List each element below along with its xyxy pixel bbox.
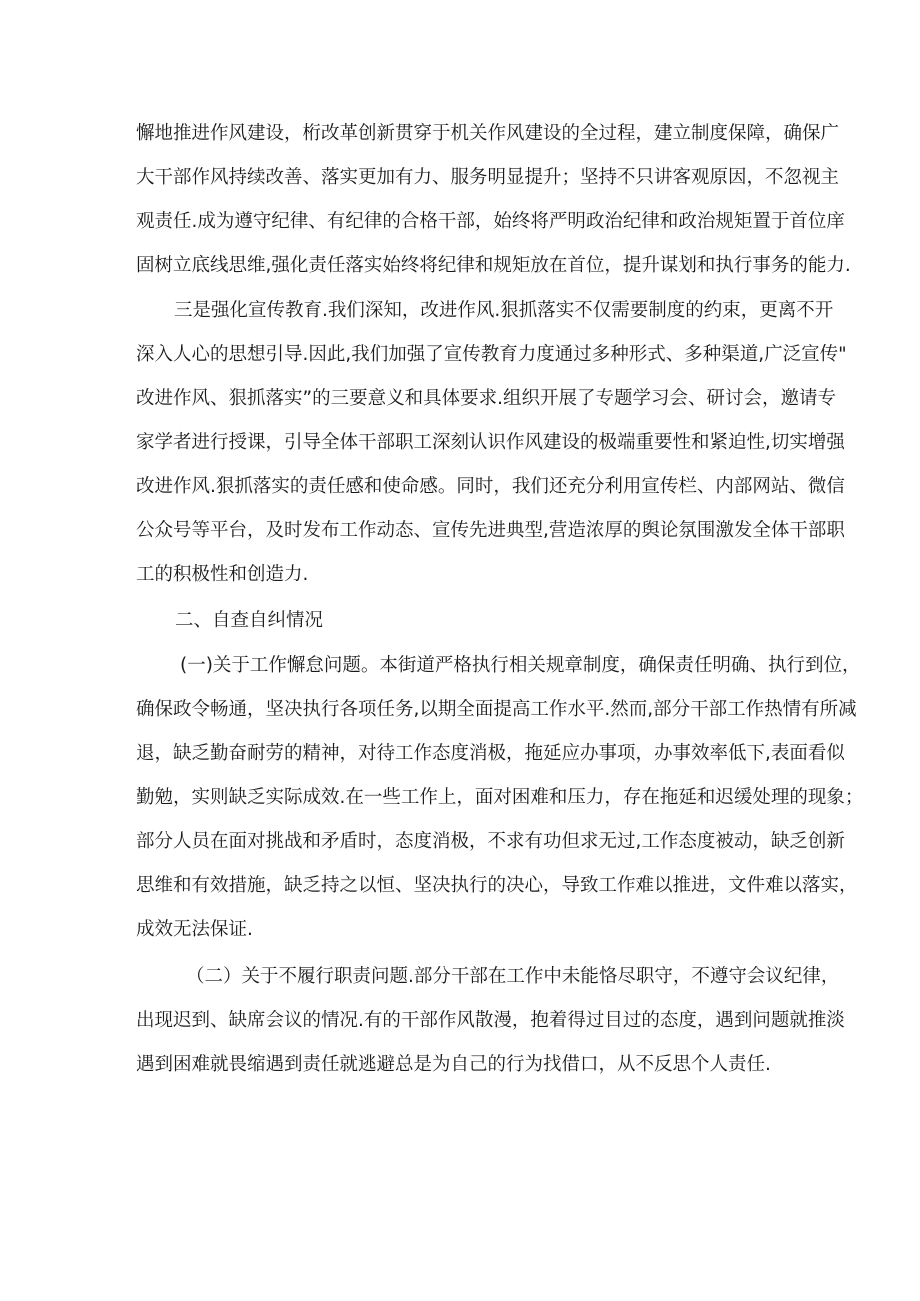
text-line: 大干部作风持续改善、落实更加有力、服务明显提升；坚持不只讲客观原因，不忽视主 [136,167,840,188]
text-line: 思维和有效措施，缺乏持之以恒、坚决执行的决心，导致工作难以推进，文件难以落实， [136,875,858,896]
text-line: 工的积极性和创造力. [136,564,309,585]
text-line: 改进作风.狠抓落实的责任感和使命感。同时，我们还充分利用宣传栏、内部网站、微信 [136,476,845,497]
text-line: 观责任.成为遵守纪律、有纪律的合格干部，始终将严明政治纪律和政治规矩置于首位庠 [136,211,845,232]
text-line: 确保政令畅通，坚决执行各项任务,以期全面提高工作水平.然而,部分干部工作热情有所减 [136,699,857,720]
text-line: 出现迟到、缺席会议的情况.有的干部作风散漫，抱着得过目过的态度，遇到问题就推淡 [136,1010,845,1031]
text-line: 懈地推进作风建设，桁改革创新贯穿于机关作风建设的全过程，建立制度保障，确保广 [136,123,840,144]
text-line: （二）关于不履行职责问题.部分干部在工作中未能恪尽职守，不遵守会议纪律， [186,966,840,987]
text-line: (一)关于工作懈怠问题。本街道严格执行相关规章制度，确保责任明确、执行到位， [180,655,861,676]
text-line: 改进作风、狠抓落实”的三要意义和具体要求.组织开展了专题学习会、研讨会，邀请专 [136,388,836,409]
text-line: 家学者进行授课，引导全体干部职工深刻认识作风建设的极端重要性和紧迫性,切实增强 [136,432,845,453]
text-line: 三是强化宣传教育.我们深知，改进作风.狠抓落实不仅需要制度的约束，更离不开 [174,300,834,321]
text-line: 深入人心的思想引导.因此,我们加强了宣传教育力度通过多种形式、多种渠道,广泛宣传" [136,344,847,365]
text-line: 成效无法保证. [136,919,253,940]
text-line: 勤勉，实则缺乏实际成效.在一些工作上，面对困难和压力，存在拖延和迟缓处理的现象； [136,787,864,808]
text-line: 固树立底线思维,强化责任落实始终将纪律和规矩放在首位，提升谋划和执行事务的能力. [136,255,851,276]
text-line: 退，缺乏勤奋耐劳的精神，对待工作态度消极，拖延应办事项，办事效率低下,表面看似 [136,743,845,764]
section-heading: 二、自查自纠情况 [175,610,324,631]
text-line: 遇到困难就畏缩遇到责任就逃避总是为自己的行为找借口，从不反思个人责任. [136,1054,771,1075]
text-line: 公众号等平台，及时发布工作动态、宣传先进典型,营造浓厚的舆论氛围激发全体干部职 [136,520,845,541]
text-line: 部分人员在面对挑战和矛盾时，态度消极，不求有功但求无过,工作态度被动，缺乏创新 [136,831,845,852]
